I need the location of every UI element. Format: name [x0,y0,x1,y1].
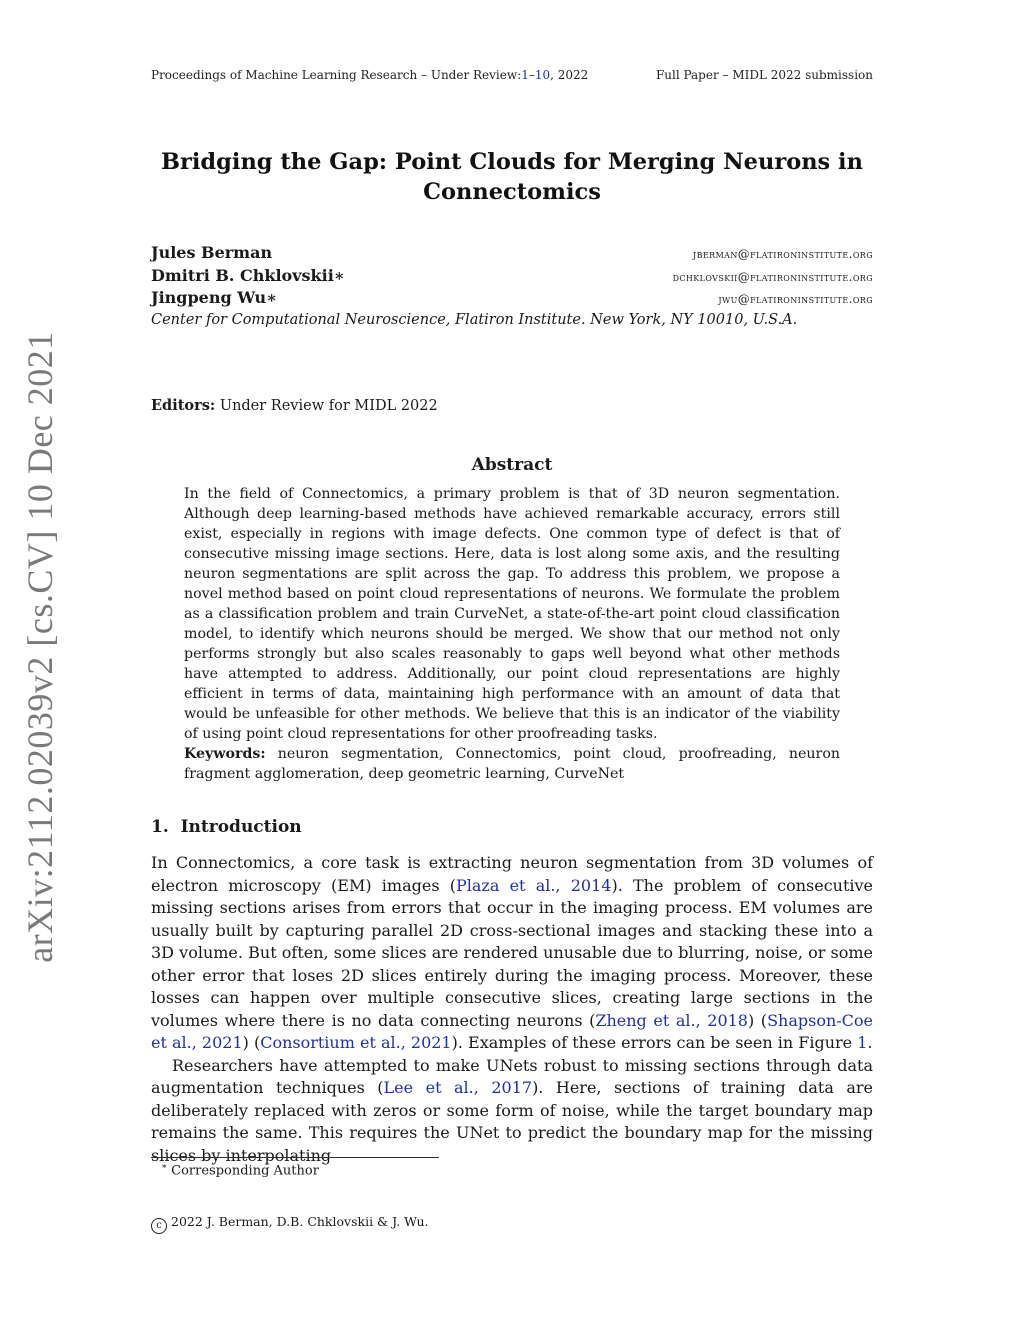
text-run: ) ( [242,1033,261,1052]
citation-link[interactable]: Plaza et al., 2014 [456,875,612,895]
text-run: ) ( [747,1010,768,1030]
text-run: ). Examples of these errors can be seen in Figure [451,1033,858,1052]
keywords-line [184,744,840,784]
abstract-text: In the field of Connectomics, a primary problem is that of 3D neuron segmentation. Although deep learning-based methods have achieved remarkable accuracy, errors still exist, especially in regions with image defects. One common type of defect is that of consecutive missing image sections. Here, data is lost along some axis, and the resulting neuron segmentations are split across the gap. To address this problem, we propose a novel method based on point cloud representations of neurons. We formulate the problem as a classification problem and train CurveNet, a state-of-the-art point cloud classification model, to identify which neurons should be merged. We show that our method not only performs strongly but also scales reasonably to gaps well beyond what other methods have attempted to address. Additionally, our point cloud representations are highly efficient in terms of data, maintaining high performance with an amount of data that would be unfeasible for other methods. We believe that this is an indicator of the viability of using point cloud representations for other proofreading tasks. [184,486,840,742]
author-email[interactable]: dchklovskii@flatironinstitute.org [672,269,873,284]
author-row [151,266,873,289]
affiliation: Center for Computational Neuroscience, Flatiron Institute. New York, NY 10010, U.S.A. [151,311,798,328]
footnote [151,1162,319,1178]
section-number: 1. [151,817,169,837]
paragraph [151,1055,873,1168]
text-run: ). The problem of consecutive missing sections arises from errors that occur in the imaging process. EM volumes are usually built by capturing parallel 2D cross-sectional images and stacking these into a 3D volume. But often, some slices are rendered unusable due to blurring, noise, or some other error that loses 2D slices entirely during the imaging process. Moreover, these losses can happen over multiple consecutive slices, creating large sections in the volumes where there is no data connecting neurons ( [151,875,874,1030]
citation-link[interactable]: Consortium et al., 2021 [260,1033,452,1052]
copyright-icon: c [151,1218,167,1234]
text-run: ). Here, sections of training data are deliberately replaced with zeros or some form of noise, while the target boundary map remains the same. This requires the UNet to predict the boundary map for the missing slices by interpolating [151,1078,874,1165]
paragraph [151,852,873,1055]
citation-link[interactable]: Lee et al., 2017 [383,1078,533,1097]
running-head-year: , 2022 [550,68,589,82]
keywords-text: neuron segmentation, Connectomics, point cloud, proofreading, neuron fragment agglomeration, deep geometric learning, CurveNet [184,746,841,782]
author-email[interactable]: jwu@flatironinstitute.org [718,292,873,306]
copyright-text: 2022 J. Berman, D.B. Chklovskii & J. Wu. [171,1214,429,1229]
citation-link[interactable]: Zheng et al., 2018 [595,1010,748,1030]
editors-value: Under Review for MIDL 2022 [219,398,438,414]
author-email[interactable]: jberman@flatironinstitute.org [693,247,873,261]
footnote-text: Corresponding Author [171,1163,319,1179]
section-heading [151,817,302,837]
paper-title: Bridging the Gap: Point Clouds for Merging Neurons in Connectomics [161,149,863,205]
page-end-link[interactable]: 10 [534,68,551,82]
citation-link[interactable]: Shapson-Coe et al., 2021 [151,1010,874,1052]
arxiv-id: arXiv:2112.02039v2 [cs.CV] 10 Dec 2021 [20,331,60,963]
text-run: In Connectomics, a core task is extracting neuron segmentation from 3D volumes of electron microscopy (EM) images ( [151,853,873,895]
author-row [151,243,873,266]
text-run: Researchers have attempted to make UNets robust to missing sections through data augmentation techniques ( [151,1055,873,1097]
author-name: Jingpeng Wu∗ [151,288,278,307]
page-start-link[interactable]: 1 [521,68,529,82]
abstract-body [184,484,840,784]
author-row [151,288,873,311]
editors-line [151,397,438,414]
footnote-mark: ∗ [161,1162,168,1172]
page-range-dash: – [528,68,535,82]
section-title: Introduction [180,817,302,837]
text-run: . [867,1033,873,1052]
author-block [151,243,873,328]
keywords-label: Keywords: [184,746,266,762]
author-name: Dmitri B. Chklovskii∗ [151,265,345,285]
running-head-right: Full Paper – MIDL 2022 submission [655,68,873,82]
footnote-rule [151,1157,439,1158]
figure-ref-link[interactable]: 1 [857,1033,868,1052]
abstract-heading: Abstract [471,455,553,475]
intro-body [151,852,873,1167]
copyright-line [151,1214,429,1234]
running-head-prefix: Proceedings of Machine Learning Research – Under Review: [151,68,522,82]
arxiv-stamp [12,331,68,963]
editors-label: Editors: [151,397,216,414]
running-head-left [151,68,588,82]
author-name: Jules Berman [151,243,273,262]
